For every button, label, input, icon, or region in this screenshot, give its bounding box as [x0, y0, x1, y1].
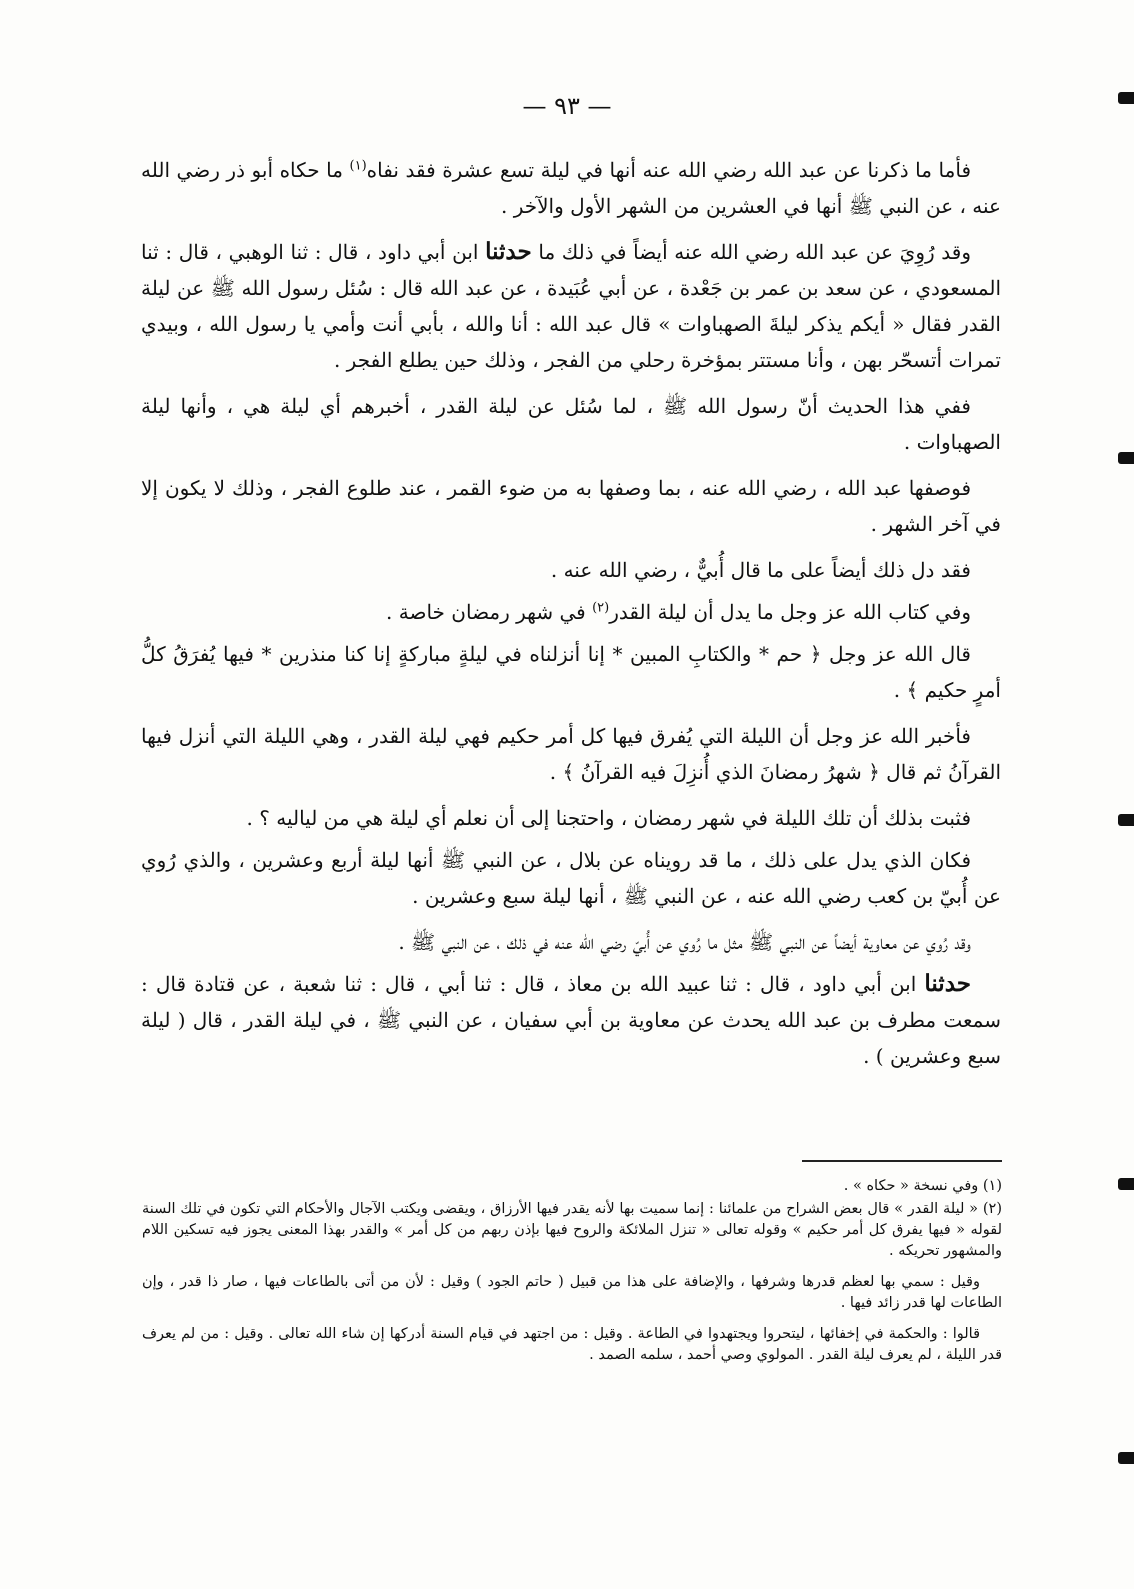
paragraph-text: ما حكاه أبو ذر رضي الله عنه ، عن النبي ﷺ أنها في العشرين من الشهر الأول والآخر . — [141, 158, 1001, 218]
paragraph: ففي هذا الحديث أنّ رسول الله ﷺ ، لما سُئل عن ليلة القدر ، أخبرهم أي ليلة هي ، وأنها ليلة الصهباوات . — [141, 394, 1001, 454]
paragraph — [141, 966, 1001, 1074]
paragraph: فأخبر الله عز وجل أن الليلة التي يُفرق فيها كل أمر حكيم فهي ليلة القدر ، وهي الليلة التي أنزل فيها القرآنُ ثم قال ﴿ شهرُ رمضانَ الذي أُنزِلَ فيه القرآنُ ﴾ . — [141, 724, 1001, 784]
paragraph-text: وقد رُوِيَ عن عبد الله رضي الله عنه أيضاً في ذلك ما — [531, 240, 971, 264]
footnote-1: (١) وفي نسخة « حكاه » . — [843, 1178, 1002, 1194]
paragraph: فقد دل ذلك أيضاً على ما قال أُبيٌّ ، رضي الله عنه . — [550, 558, 971, 582]
paragraph — [141, 234, 1001, 378]
page-edge-mark — [1118, 814, 1134, 826]
paragraph-text: ابن أبي داود ، قال : ثنا الوهبي ، قال : ثنا المسعودي ، عن سعد بن عمر بن جَعْدة ، عن أبي عُبَيدة ، عن عبد الله قال : سُئل رسول الله ﷺ عن ليلة القدر فقال « أيكم يذكر ليلةَ الصهباوات » قال عبد الله : أنا والله ، بأبي أنت وأمي يا رسول الله ، وبيدي تمرات أتسحّر بهن ، وأنا مستتر بمؤخرة رحلي من الفجر ، وذلك حين يطلع الفجر . — [141, 240, 1001, 372]
paragraph-text: فأما ما ذكرنا عن عبد الله رضي الله عنه أنها في ليلة تسع عشرة فقد نفاه — [366, 158, 972, 182]
footnote-2-continued: وقيل : سمي بها لعظم قدرها وشرفها ، والإضافة على هذا من قبيل ( حاتم الجود ) وقيل : لأن من أتى بالطاعات فيها ، صار ذا قدر ، وإن الطاعات لها قدر زائد فيها . — [142, 1274, 1002, 1311]
paragraph — [141, 152, 1001, 224]
paragraph-text: في شهر رمضان خاصة . — [386, 600, 593, 624]
footnote-ref: (١) — [349, 158, 367, 174]
paragraph-text: وفي كتاب الله عز وجل ما يدل أن ليلة القدر — [609, 600, 971, 624]
page-edge-mark — [1118, 1178, 1134, 1190]
paragraph: فوصفها عبد الله ، رضي الله عنه ، بما وصفها به من ضوء القمر ، عند طلوع الفجر ، وذلك لا يكون إلا في آخر الشهر . — [141, 476, 1001, 536]
footnote-ref: (٢) — [592, 600, 610, 616]
page-edge-mark — [1118, 452, 1134, 464]
quran-verse-paragraph: قال الله عز وجل ﴿ حم * والكتابِ المبين * إنا أنزلناه في ليلةٍ مباركةٍ إنا كنا منذرين * فيها يُفرَقُ كلُّ أمرٍ حكيم ﴾ . — [141, 642, 1001, 702]
paragraph-text: ابن أبي داود ، قال : ثنا عبيد الله بن معاذ ، قال : ثنا أبي ، قال : ثنا شعبة ، عن قتادة قال : سمعت مطرف بن عبد الله يحدث عن معاوية بن أبي سفيان ، عن النبي ﷺ ، في ليلة القدر ، قال ( ليلة سبع وعشرين ) . — [141, 972, 1001, 1068]
page-number: — ٩٣ — — [522, 92, 612, 120]
footnote-2-continued: قالوا : والحكمة في إخفائها ، ليتحروا ويجتهدوا في الطاعة . وقيل : من اجتهد في قيام السنة أدركها إن شاء الله تعالى . وقيل : من لم يعرف قدر الليلة ، لم يعرف ليلة القدر . المولوي وصي أحمد ، سلمه الصمد . — [142, 1326, 1002, 1363]
page-edge-mark — [1118, 1452, 1134, 1464]
footnotes — [142, 1176, 1002, 1376]
footnote-separator — [802, 1160, 1002, 1162]
paragraph: فثبت بذلك أن تلك الليلة في شهر رمضان ، واحتجنا إلى أن نعلم أي ليلة هي من لياليه ؟ . — [246, 806, 971, 830]
paragraph: فكان الذي يدل على ذلك ، ما قد رويناه عن بلال ، عن النبي ﷺ أنها ليلة أربع وعشرين ، والذي رُوي عن أُبيّ بن كعب رضي الله عنه ، عن النبي ﷺ ، أنها ليلة سبع وعشرين . — [141, 848, 1001, 908]
footnote-2: (٢) « ليلة القدر » قال بعض الشراح من علمائنا : إنما سميت بها لأنه يقدر فيها الأرزاق ، ويقضى ويكتب الآجال والأحكام التي تكون في تلك السنة لقوله « فيها يفرق كل أمر حكيم » وقوله تعالى « تنزل الملائكة والروح فيها بإذن ربهم من كل أمر » والقدر بهذا المعنى يجوز فيه تسكين اللام والمشهور تحريكه . — [142, 1201, 1002, 1259]
main-text — [141, 152, 1001, 1084]
paragraph — [141, 594, 1001, 630]
haddathana-word: حدثنا — [924, 970, 971, 997]
paragraph: وقد رُوي عن معاوية أيضاً عن النبي ﷺ مثل ما رُوي عن أُبيّ رضي الله عنه في ذلك ، عن النبي ﷺ . — [398, 930, 971, 954]
haddathana-word: حدثنا — [485, 238, 532, 265]
